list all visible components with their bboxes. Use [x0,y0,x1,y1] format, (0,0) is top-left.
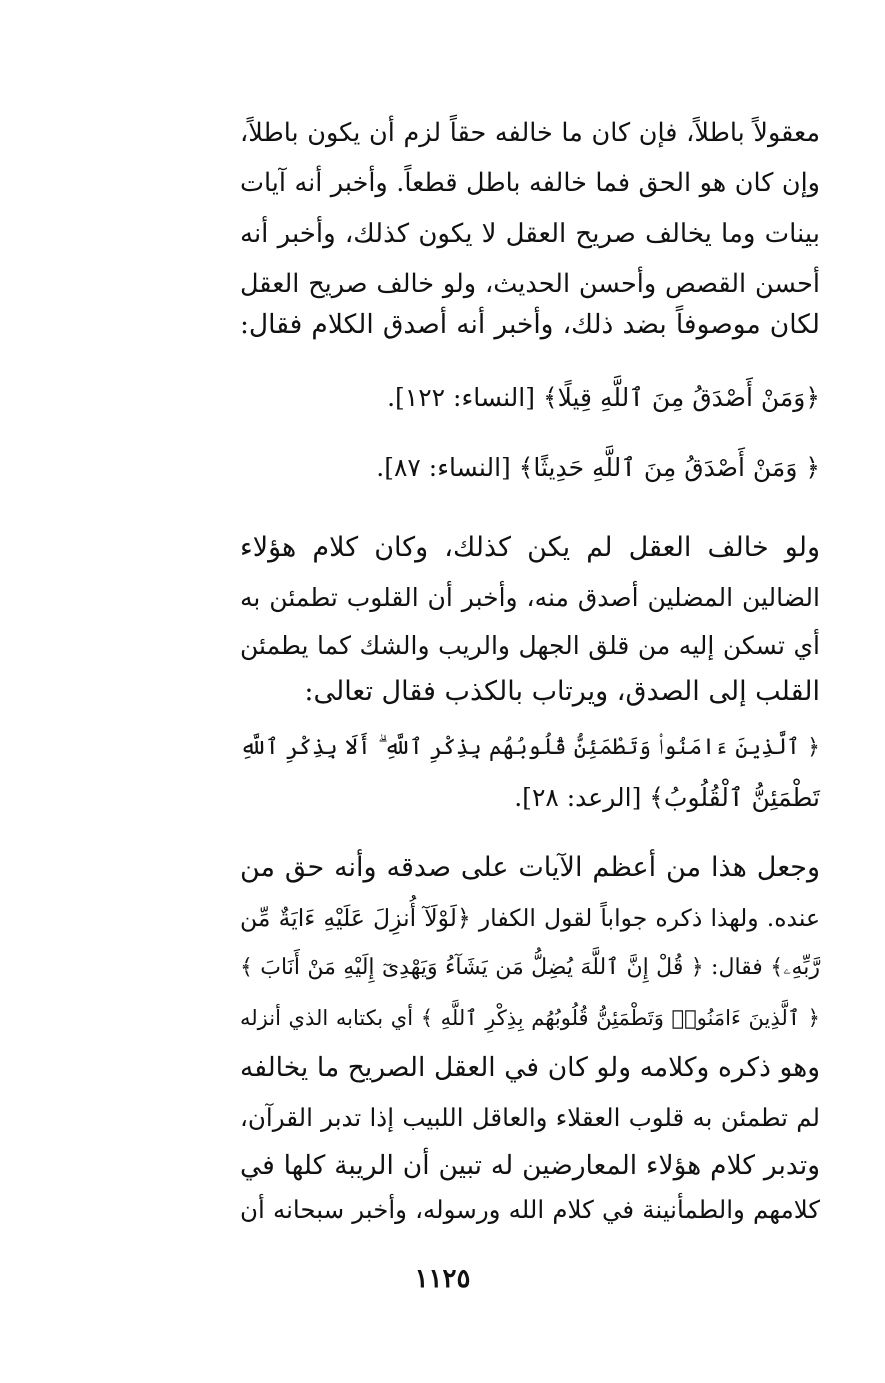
quran-verse: ﴿ ٱلَّذِينَ ءَامَنُوا۟ وَتَطْمَئِنُّ قُلُوبُهُم بِذِكْرِ ٱللَّهِ ۗ أَلَا بِذِكْرِ ٱللَّهِ [240,735,820,760]
quran-verse: ﴿ وَمَنْ أَصْدَقُ مِنَ ٱللَّهِ حَدِيثًا﴾ [النساء: ٨٧]. [376,453,820,482]
paragraph-line: وإن كان هو الحق فما خالفه باطل قطعاً. وأخبر أنه آيات [240,168,820,198]
paragraph-line: الضالين المضلين أصدق منه، وأخبر أن القلوب تطمئن به [240,583,820,612]
paragraph-line: وهو ذكره وكلامه ولو كان في العقل الصريح ما يخالفه [240,1052,820,1083]
paragraph-line: وجعل هذا من أعظم الآيات على صدقه وأنه حق من [240,852,820,883]
paragraph-line: وتدبر كلام هؤلاء المعارضين له تبين أن الريبة كلها في [240,1150,820,1181]
page-number: ١١٢٥ [414,1264,471,1294]
paragraph-line: أحسن القصص وأحسن الحديث، ولو خالف صريح العقل [240,269,820,299]
paragraph-line: ﴿ ٱلَّذِينَ ءَامَنُوا۟ وَتَطْمَئِنُّ قُلُوبُهُم بِذِكْرِ ٱللَّهِ ﴾ أي بكتابه الذي أنزله [240,1006,820,1030]
paragraph-line: أي تسكن إليه من قلق الجهل والريب والشك كما يطمئن [240,631,820,660]
paragraph-line: القلب إلى الصدق، ويرتاب بالكذب فقال تعالى: [304,676,820,707]
paragraph-line: لم تطمئن به قلوب العقلاء والعاقل اللبيب إذا تدبر القرآن، [240,1103,820,1132]
paragraph-line: كلامهم والطمأنينة في كلام الله ورسوله، وأخبر سبحانه أن [240,1195,820,1224]
paragraph-line: معقولاً باطلاً، فإن كان ما خالفه حقاً لزم أن يكون باطلاً، [240,118,820,148]
quran-verse: تَطْمَئِنُّ ٱلْقُلُوبُ﴾ [الرعد: ٢٨]. [514,783,820,812]
paragraph-line: ولو خالف العقل لم يكن كذلك، وكان كلام هؤلاء [240,532,820,563]
paragraph-line: لكان موصوفاً بضد ذلك، وأخبر أنه أصدق الكلام فقال: [240,309,820,340]
paragraph-line: بينات وما يخالف صريح العقل لا يكون كذلك، وأخبر أنه [240,219,820,249]
paragraph-line: عنده. ولهذا ذكره جواباً لقول الكفار ﴿لَوْلَآ أُنزِلَ عَلَيْهِ ءَايَةٌ مِّن [240,904,820,932]
quran-verse: ﴿وَمَنْ أَصْدَقُ مِنَ ٱللَّهِ قِيلًا﴾ [النساء: ١٢٢]. [387,383,820,412]
paragraph-line: رَّبِّهِۦ﴾ فقال: ﴿ قُلْ إِنَّ ٱللَّهَ يُضِلُّ مَن يَشَآءُ وَيَهْدِىٓ إِلَيْهِ مَنْ أَنَابَ ﴾ [240,955,820,980]
